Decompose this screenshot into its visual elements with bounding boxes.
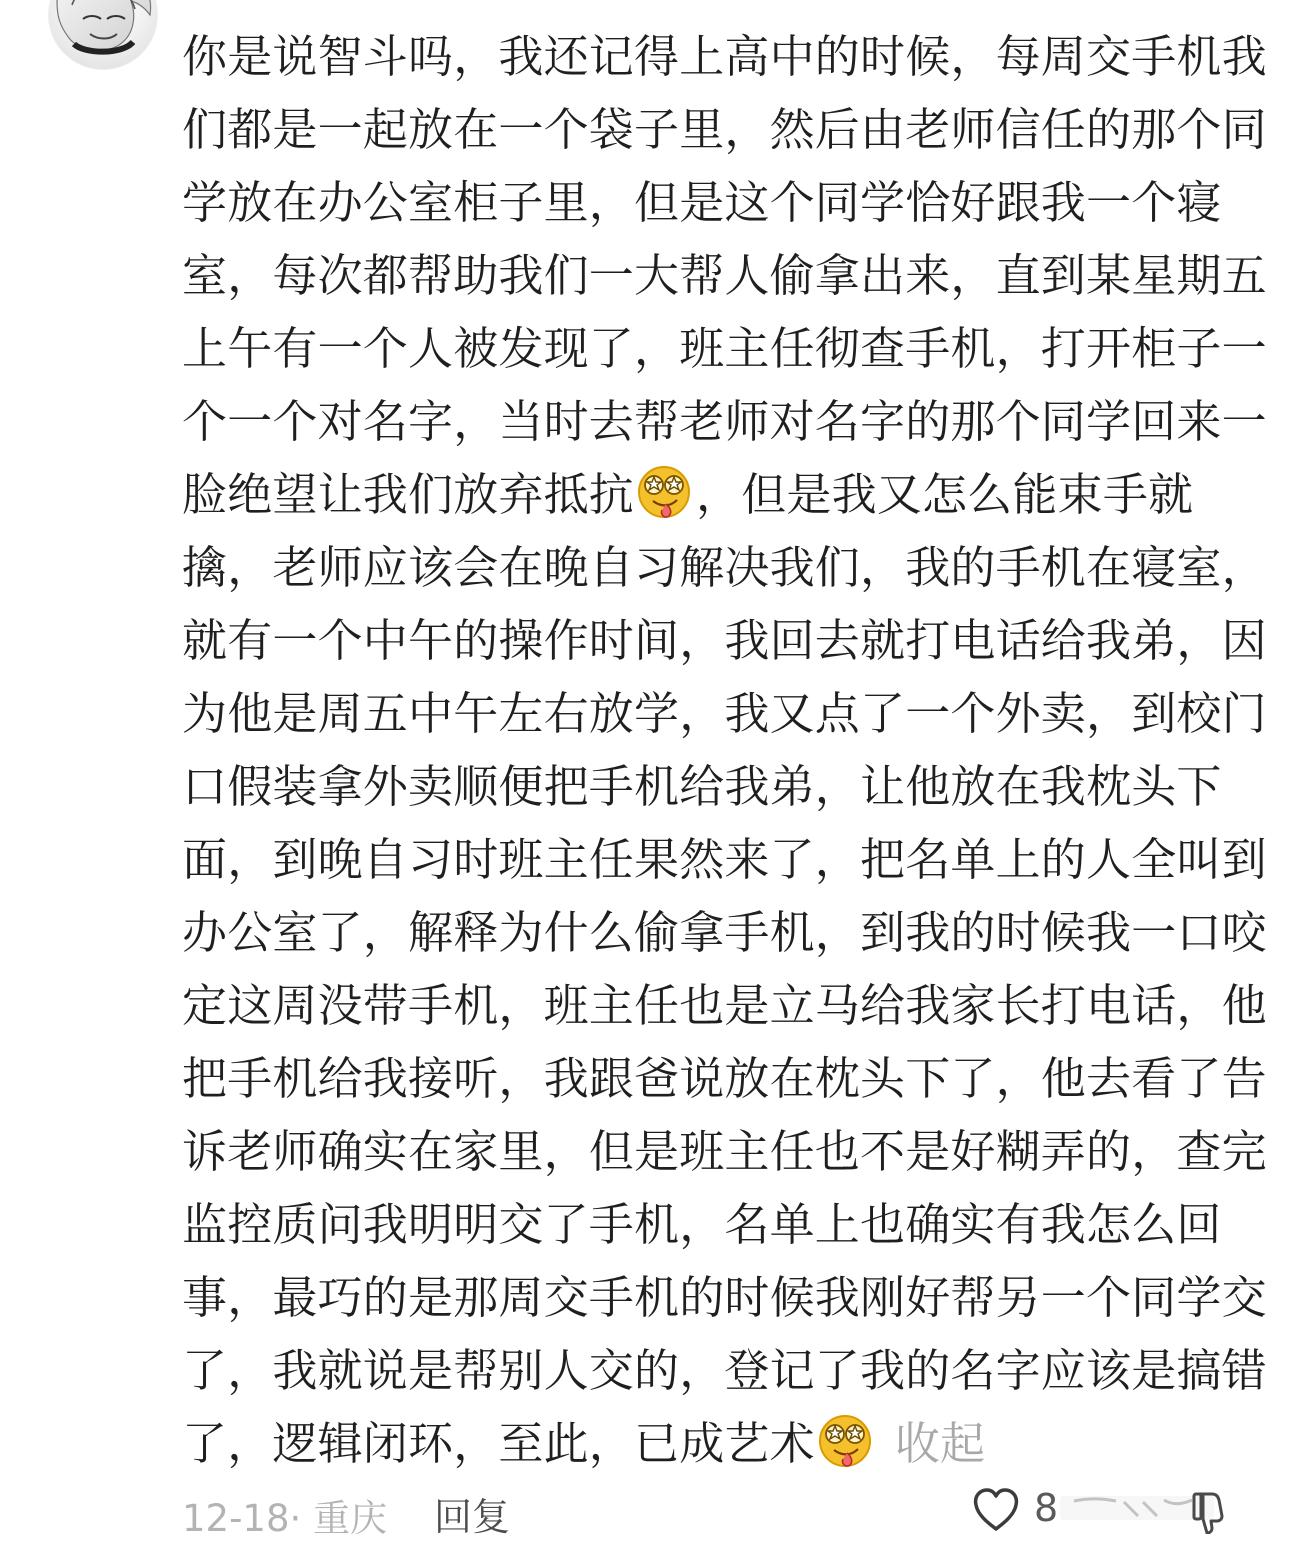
username-stub <box>183 0 273 6</box>
comment-line: 面，到晚自习时班主任果然来了，把名单上的人全叫到 <box>182 833 1267 886</box>
comment-line-with-emoji <box>182 1407 1246 1480</box>
reply-button[interactable]: 回复 <box>434 1495 511 1539</box>
comment-line: 为他是周五中午左右放学，我又点了一个外卖，到校门 <box>182 687 1267 740</box>
comment-line: 事，最巧的是那周交手机的时候我刚好帮另一个同学交 <box>182 1271 1267 1324</box>
comment-line: 办公室了，解释为什么偷拿手机，到我的时候我一口咬 <box>182 906 1267 959</box>
comment-fragment: 了，逻辑闭环，至此，已成艺术 <box>182 1417 815 1470</box>
comment-line: 你是说智斗吗，我还记得上高中的时候，每周交手机我 <box>182 30 1267 83</box>
comment-line: 诉老师确实在家里，但是班主任也不是好糊弄的，查完 <box>182 1125 1267 1178</box>
comment-fragment: 脸绝望让我们放弃抵抗 <box>182 468 635 521</box>
comment-line: 定这周没带手机，班主任也是立马给我家长打电话，他 <box>182 979 1267 1032</box>
date-location: 12-18· 重庆 <box>182 1497 388 1540</box>
like-count: 8 <box>1034 1486 1059 1530</box>
comment-meta <box>182 1480 1262 1540</box>
heart-icon[interactable] <box>970 1484 1022 1536</box>
comment-line: 把手机给我接听，我跟爸说放在枕头下了，他去看了告 <box>182 1052 1267 1105</box>
comment-fragment: ，但是我又怎么能束手就 <box>696 468 1194 521</box>
comment-line: 口假装拿外卖顺便把手机给我弟，让他放在我枕头下 <box>182 760 1222 813</box>
comment-line: 们都是一起放在一个袋子里，然后由老师信任的那个同 <box>182 103 1267 156</box>
dizzy-face-icon <box>817 1413 873 1469</box>
comment-line-with-emoji <box>182 458 1246 531</box>
watermark-mark <box>1060 1492 1214 1526</box>
comment-line: 就有一个中午的操作时间，我回去就打电话给我弟，因 <box>182 614 1267 667</box>
comment-line: 监控质问我明明交了手机，名单上也确实有我怎么回 <box>182 1198 1222 1251</box>
comment-body <box>182 20 1267 1480</box>
comment-line: 擒，老师应该会在晚自习解决我们，我的手机在寝室， <box>182 541 1267 594</box>
comment-line: 室，每次都帮助我们一大帮人偷拿出来，直到某星期五 <box>182 249 1267 302</box>
dizzy-face-icon <box>636 464 692 520</box>
collapse-link[interactable]: 收起 <box>894 1417 986 1470</box>
comment-line: 了，我就说是帮别人交的，登记了我的名字应该是搞错 <box>182 1344 1267 1397</box>
comment-line: 上午有一个人被发现了，班主任彻查手机，打开柜子一 <box>182 322 1267 375</box>
thumb-down-icon[interactable] <box>1192 1486 1226 1534</box>
username-cropped-mark <box>183 0 273 6</box>
comment-line: 学放在办公室柜子里，但是这个同学恰好跟我一个寝 <box>182 176 1222 229</box>
avatar[interactable] <box>48 0 158 70</box>
comment-line: 个一个对名字，当时去帮老师对名字的那个同学回来一 <box>182 395 1267 448</box>
